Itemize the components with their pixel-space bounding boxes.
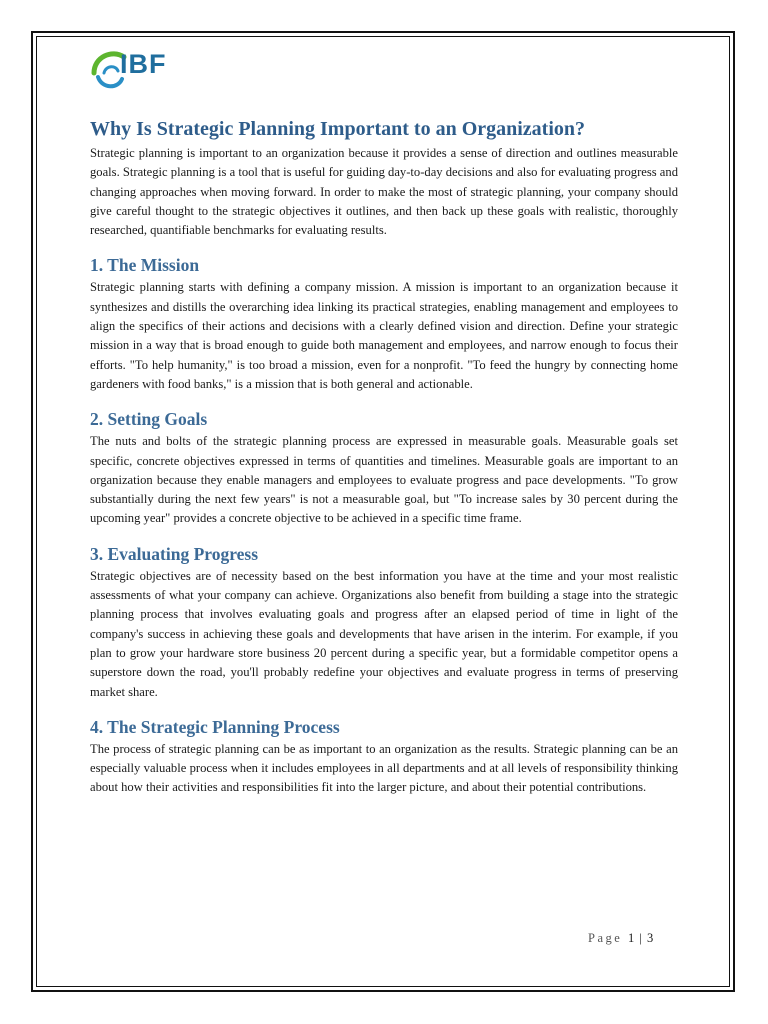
section-body-setting-goals: The nuts and bolts of the strategic planning process are expressed in measurable goals. Measurable goals set specific, concrete objectives expressed in terms of quantities and timelines. Measurable goals are important to an organization because they enable managers and employees to evaluate progress and pace developments. "To grow substantially during the next few years" is not a measurable goal, but "To increase sales by 30 percent during the upcoming year" provides a concrete objective to be achieved in a specific time frame.: [90, 434, 678, 526]
page-footer: [588, 931, 654, 946]
logo-text: IBF: [120, 49, 167, 79]
intro-paragraph: Strategic planning is important to an organization because it provides a sense of direction and outlines measurable goals. Strategic planning is a tool that is useful for guiding day-to-day decisions and also for evaluating progress and changing approaches when moving forward. In order to make the most of strategic planning, your company should give careful thought to the strategic objectives it outlines, and then back up these goals with realistic, thoroughly researched, quantifiable benchmarks for evaluating results.: [90, 146, 678, 238]
section-body-evaluating-progress: Strategic objectives are of necessity based on the best information you have at the time and your most realistic assessments of what your company can achieve. Organizations also benefit from building a stage into the strategic planning process that involves evaluating goals and progress after an elapsed period of time in light of the company's success in achieving these goals and developments that have arisen in the interim. For example, if you plan to grow your hardware store business 20 percent during a specific year, but a formidable competitor opens a superstore down the road, you'll probably redefine your objectives and evaluate progress in terms of preserving market share.: [90, 568, 678, 699]
section-heading-mission: 1. The Mission: [90, 255, 200, 276]
section-heading-setting-goals: 2. Setting Goals: [90, 409, 208, 430]
document-body: [90, 116, 678, 798]
page-number: 1 | 3: [627, 931, 655, 945]
section-body-mission: Strategic planning starts with defining a company mission. A mission is important to an organization because it synthesizes and distills the overarching idea linking its practical strategies, enabling management and employees to align the specifics of their actions and decisions with a clearly defined vision and direction. Define your strategic mission in a way that is broad enough to guide both management and employees, and narrow enough to focus their efforts. "To help humanity," is too broad a mission, even for a nonprofit. "To feed the hungry by connecting home gardeners with food banks," is a mission that is both general and actionable.: [90, 280, 678, 391]
section-heading-evaluating-progress: 3. Evaluating Progress: [90, 543, 259, 564]
page-label: Page: [588, 931, 623, 945]
section-body-planning-process: The process of strategic planning can be as important to an organization as the results. Strategic planning can be an especially valuable process when it includes employees in all departments and at all levels of responsibility thinking about how their activities and responsibilities fit into the larger picture, and about their potential contributions.: [90, 741, 678, 795]
section-heading-planning-process: 4. The Strategic Planning Process: [90, 716, 340, 737]
page-title: Why Is Strategic Planning Important to an Organization?: [90, 118, 586, 140]
